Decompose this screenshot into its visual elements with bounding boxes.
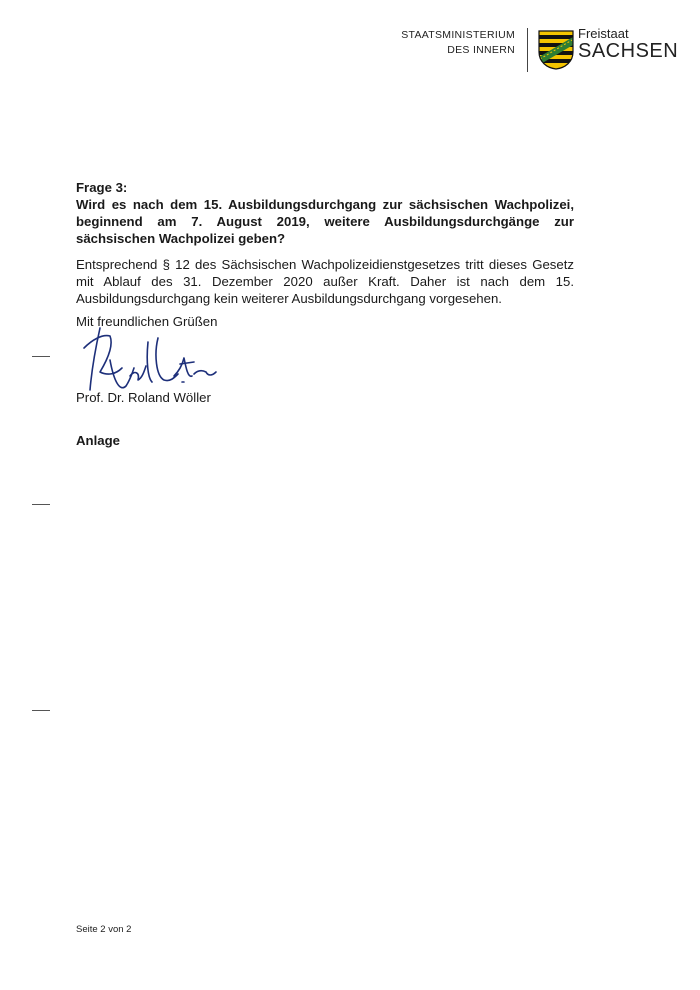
- page-number: Seite 2 von 2: [76, 924, 132, 935]
- fold-mark: [32, 710, 50, 711]
- question-label: Frage 3:: [76, 180, 128, 195]
- logo-sachsen-text: SACHSEN: [578, 40, 679, 62]
- ministry-name-line2: DES INNERN: [447, 44, 515, 56]
- answer-text: Entsprechend § 12 des Sächsischen Wachpolizeidienstgesetzes tritt dieses Gesetz mit Ablauf des 31. Dezember 2020 außer Kraft. Daher ist nach dem 15. Ausbildungsdurchgang kein weiterer Ausbildungsdurchgang vorgesehen.: [76, 257, 574, 306]
- saxony-coat-of-arms-icon: [538, 30, 574, 70]
- signer-name: Prof. Dr. Roland Wöller: [76, 390, 211, 405]
- logo-freistaat-text: Freistaat: [578, 26, 629, 41]
- fold-mark: [32, 356, 50, 357]
- question-text: Wird es nach dem 15. Ausbildungsdurchgang zur sächsischen Wachpolizei, beginnend am 7. August 2019, weitere Ausbildungsdurchgänge zur sächsischen Wachpolizei geben?: [76, 197, 574, 246]
- ministry-name-line1: STAATSMINISTERIUM: [401, 29, 515, 41]
- ministry-name: [380, 28, 515, 58]
- closing-salutation: Mit freundlichen Grüßen: [76, 314, 218, 329]
- attachment-label: Anlage: [76, 433, 120, 448]
- fold-mark: [32, 504, 50, 505]
- header-divider: [527, 28, 528, 72]
